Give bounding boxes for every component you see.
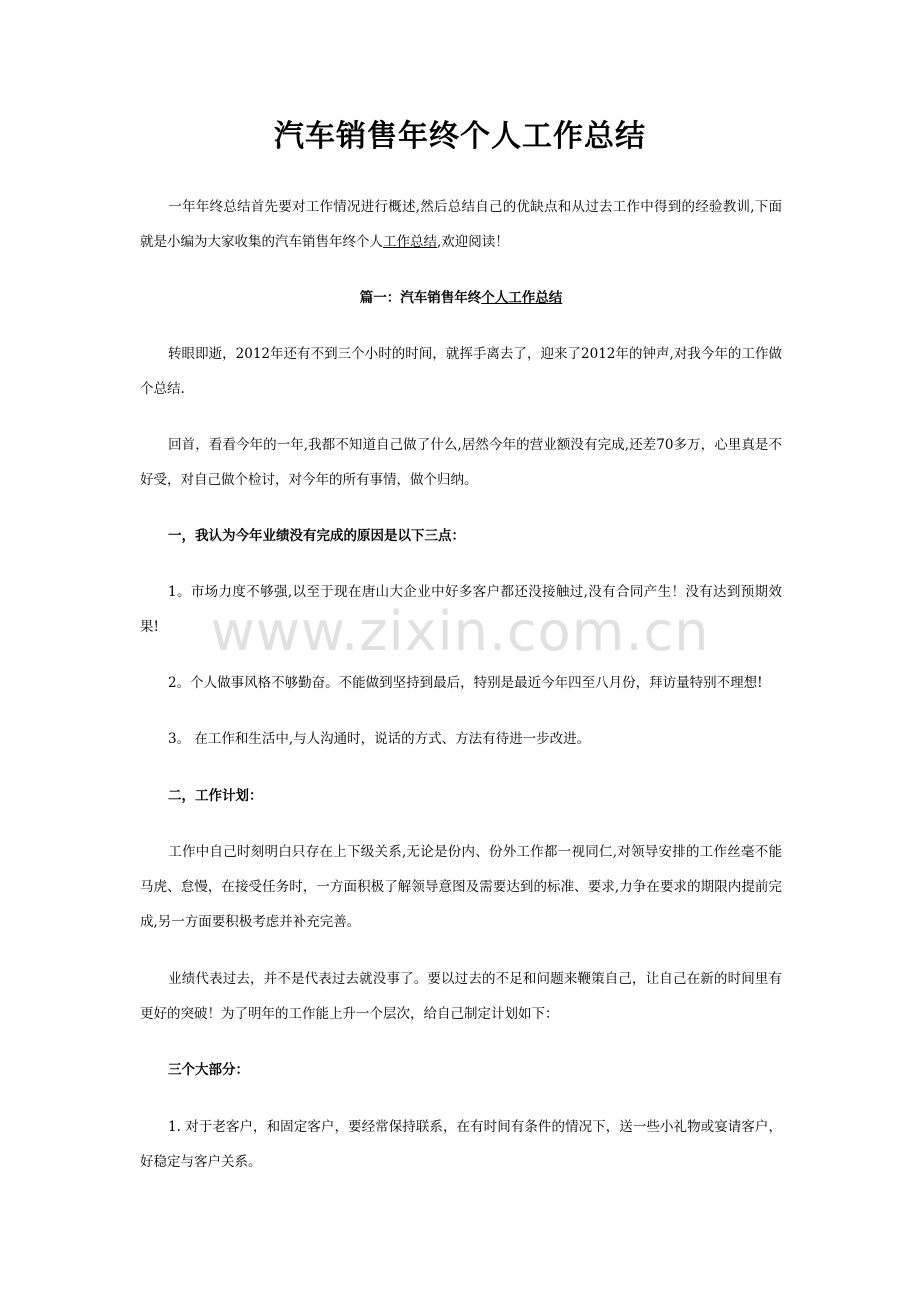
paragraph-2 — [140, 428, 782, 498]
list-item-2 — [140, 666, 782, 701]
section-heading-prefix: 篇一：汽车销售年终 — [359, 290, 482, 306]
list-item-4-text: 1. 对于老客户，和固定客户，要经常保持联系，在有时间有条件的情况下，送一些小礼物或宴请客户，好稳定与客户关系。 — [140, 1119, 782, 1170]
list-item-1 — [140, 575, 782, 645]
intro-text: 一年年终总结首先要对工作情况进行概述,然后总结自己的优缺点和从过去工作中得到的经验教训,下面就是小编为大家收集的汽车销售年终个人 — [140, 199, 782, 250]
paragraph-1 — [140, 337, 782, 407]
paragraph-4 — [140, 962, 782, 1032]
heading-reasons-text: 一，我认为今年业绩没有完成的原因是以下三点： — [168, 528, 465, 544]
section-heading-one — [140, 281, 782, 316]
intro-paragraph — [140, 190, 782, 260]
watermark: www.zixin.com.cn — [210, 600, 710, 663]
work-summary-link[interactable]: 工作总结 — [383, 234, 437, 250]
heading-three-parts-text: 三个大部分： — [168, 1062, 249, 1078]
list-item-2-text: 2。个人做事风格不够勤奋。不能做到坚持到最后，特别是最近今年四至八月份，拜访量特别不理想! — [168, 675, 763, 691]
personal-summary-link[interactable]: 个人工作总结 — [481, 290, 563, 306]
list-item-4 — [140, 1110, 782, 1180]
paragraph-3-text: 工作中自己时刻明白只存在上下级关系,无论是份内、份外工作都一视同仁,对领导安排的工作丝毫不能马虎、怠慢，在接受任务时，一方面积极了解领导意图及需要达到的标准、要求,力争在要求的期限内提前完成,另一方面要积极考虑并补充完善。 — [140, 844, 782, 930]
heading-work-plan-text: 二，工作计划： — [168, 788, 263, 804]
list-item-3 — [140, 722, 782, 757]
list-item-3-text: 3。 在工作和生活中,与人沟通时，说话的方式、方法有待进一步改进。 — [168, 731, 591, 747]
intro-text-end: ,欢迎阅读！ — [437, 234, 509, 250]
document-title: 汽车销售年终个人工作总结 — [274, 119, 646, 154]
paragraph-4-text: 业绩代表过去，并不是代表过去就没事了。要以过去的不足和问题来鞭策自己，让自己在新的时间里有更好的突破！为了明年的工作能上升一个层次，给自己制定计划如下： — [140, 971, 782, 1022]
heading-work-plan — [140, 779, 782, 814]
list-item-1-text: 1。市场力度不够强,以至于现在唐山大企业中好多客户都还没接触过,没有合同产生！没有达到预期效果! — [140, 584, 782, 635]
paragraph-1-text: 转眼即逝，2012年还有不到三个小时的时间，就挥手离去了，迎来了2012年的钟声,对我今年的工作做个总结. — [140, 346, 782, 397]
heading-reasons — [140, 519, 782, 554]
paragraph-2-text: 回首，看看今年的一年,我都不知道自己做了什么,居然今年的营业额没有完成,还差70多万，心里真是不好受，对自己做个检讨，对今年的所有事情，做个归纳。 — [140, 437, 782, 488]
heading-three-parts — [140, 1053, 782, 1088]
paragraph-3 — [140, 835, 782, 940]
